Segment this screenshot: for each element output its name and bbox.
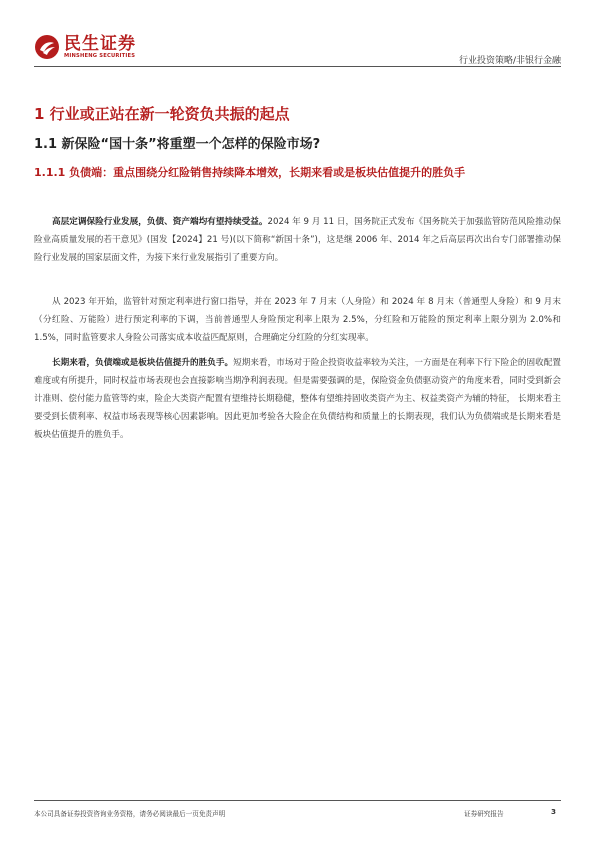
body-paragraph xyxy=(34,293,561,347)
body-paragraph xyxy=(34,213,561,267)
paragraph-lead: 长期来看，负债端或是板块估值提升的胜负手。 xyxy=(52,358,234,368)
body-paragraph xyxy=(34,354,561,444)
page-number: 3 xyxy=(551,807,557,816)
paragraph-lead: 高层定调保险行业发展，负债、资产端均有望持续受益。 xyxy=(52,217,268,227)
footer-divider xyxy=(34,800,561,801)
brand-name-en: MINSHENG SECURITIES xyxy=(64,52,136,59)
brand-logo xyxy=(34,34,136,60)
footer-disclaimer: 本公司具备证券投资咨询业务资格，请务必阅读最后一页免责声明 xyxy=(34,810,226,818)
minsheng-logo-icon xyxy=(34,34,60,60)
subsection-heading: 1.1 新保险“国十条”将重塑一个怎样的保险市场? xyxy=(34,137,321,152)
footer-report-type: 证券研究报告 xyxy=(464,810,504,818)
subsubsection-heading: 1.1.1 负债端：重点围绕分红险销售持续降本增效，长期来看或是板块估值提升的胜负手 xyxy=(34,166,466,179)
report-category: 行业投资策略/非银行金融 xyxy=(458,56,561,66)
paragraph-text: 短期来看，市场对于险企投资收益率较为关注，一方面是在利率下行下险企的固收配置难度或有所提升，同时权益市场表现也会直接影响当期净利润表现。但是需要强调的是，保险资金负债驱动资产的角度来看，同时受到新会计准则、偿付能力监管等约束，险企大类资产配置有望维持长期稳健，整体有望维持固收类资产为主、权益类资产为辅的特征， 长期来看主要受到长债利率、权益市场表现等核心因素影响。因此更加考验各大险企在负债结构和质量上的长期表现，我们认为负债端或是长期来看是板块估值提升的胜负手。 xyxy=(34,358,561,440)
brand-name-cn: 民生证券 xyxy=(64,33,136,54)
section-heading: 1 行业或正站在新一轮资负共振的起点 xyxy=(34,105,290,123)
header-divider xyxy=(34,66,561,67)
page-header xyxy=(34,34,561,70)
paragraph-text: 从 2023 年开始，监管针对预定利率进行窗口指导，并在 2023 年 7 月末（人身险）和 2024 年 8 月末（普通型人身险）和 9 月末（分红险、万能险）进行预定利率的下调，当前普通型人身险预定利率上限为 2.5%，分红险和万能险的预定利率上限分别为 2.0%和 1.5%，同时监管要求人身险公司落实成本收益匹配原则，合理确定分红险的分红实现率。 xyxy=(34,297,561,343)
paragraph-text: 2024 年 9 月 11 日，国务院正式发布《国务院关于加强监管防范风险推动保险业高质量发展的若干意见》(国发【2024】21 号)(以下简称“新国十条”)，这是继 2006 年、2014 年之后高层再次出台专门部署推动保险行业发展的国家层面文件，为接下来行业发展指引了重要方向。 xyxy=(34,217,561,263)
